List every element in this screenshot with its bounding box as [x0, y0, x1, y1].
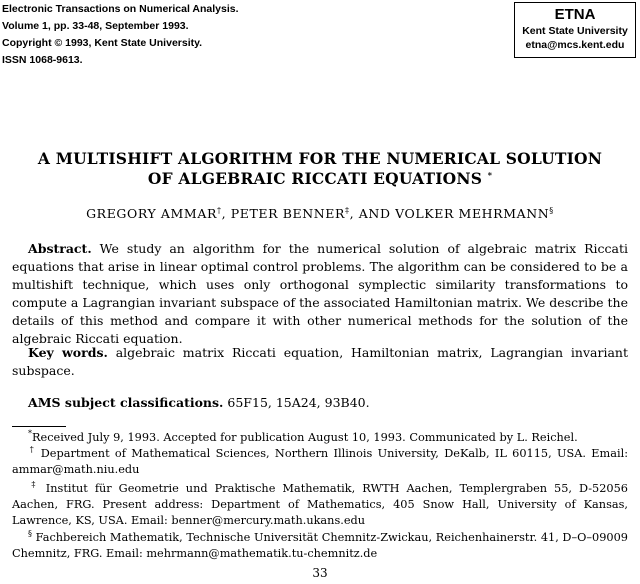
journal-email: etna@mcs.kent.edu	[525, 39, 625, 51]
abstract-heading: Abstract.	[28, 241, 92, 256]
ams-heading: AMS subject classifications.	[28, 395, 224, 410]
footnote-mehrmann	[12, 530, 628, 562]
author-mehrmann-mark: §	[549, 205, 554, 215]
keywords-text: algebraic matrix Riccati equation, Hamiltonian matrix, Lagrangian invariant subspace.	[12, 345, 628, 378]
footnote-mehrmann-text: Fachbereich Mathematik, Technische Universität Chemnitz-Zwickau, Reichenhainerstr. 41, D–O–09009 Chemnitz, FRG. Email: mehrmann@mathematik.tu-chemnitz.de	[12, 531, 628, 560]
paper-title-text: OF ALGEBRAIC RICCATI EQUATIONS	[147, 169, 483, 188]
footnote-ammar	[12, 446, 628, 478]
title-footnote-mark: *	[487, 169, 493, 180]
abstract	[12, 240, 628, 348]
footnote-ammar-text: Department of Mathematical Sciences, Northern Illinois University, DeKalb, IL 60115, USA. Email: ammar@math.niu.edu	[12, 447, 629, 476]
author-benner-mark: ‡	[345, 205, 350, 215]
journal-name: ETNA	[554, 6, 596, 23]
author-ammar: GREGORY AMMAR	[86, 206, 217, 221]
author-mehrmann: , AND VOLKER MEHRMANN	[349, 206, 550, 221]
author-ammar-mark: †	[216, 205, 222, 215]
keywords	[12, 344, 628, 380]
ams-text: 65F15, 15A24, 93B40.	[227, 395, 370, 410]
copyright-line: Copyright © 1993, Kent State University.	[2, 37, 203, 49]
footnote-received-text: Received July 9, 1993. Accepted for publication August 10, 1993. Communicated by L. Reichel.	[32, 431, 578, 444]
keywords-heading: Key words.	[28, 345, 108, 360]
footnote-benner-text: Institut für Geometrie und Praktische Mathematik, RWTH Aachen, Templergraben 55, D-52056 Aachen, FRG. Present address: Department of Mathematics, 405 Snow Hall, University of Kansas, Lawrence, KS, USA. Email: benner@mercury.math.ukans.edu	[12, 482, 628, 527]
footnote-benner-mark: ‡	[28, 480, 39, 490]
page-number: 33	[312, 566, 328, 580]
footnote-mehrmann-mark: §	[28, 529, 32, 539]
journal-citation-line: Electronic Transactions on Numerical Analysis.	[2, 3, 239, 15]
footnote-received	[12, 430, 628, 446]
footnote-ammar-mark: †	[28, 445, 36, 455]
footnote-benner	[12, 481, 628, 529]
issn-line: ISSN 1068-9613.	[2, 54, 83, 66]
author-benner: , PETER BENNER	[221, 206, 346, 221]
author-list	[0, 206, 640, 221]
footnote-received-mark: *	[28, 429, 32, 439]
paper-title-line-1: A MULTISHIFT ALGORITHM FOR THE NUMERICAL SOLUTION	[37, 149, 603, 168]
journal-institution: Kent State University	[522, 25, 628, 37]
abstract-text: We study an algorithm for the numerical solution of algebraic matrix Riccati equations that arise in linear optimal control problems. The algorithm can be considered to be a multishift technique, which uses only orthogonal symplectic similarity transformations to compute a Lagrangian invariant subspace of the associated Hamiltonian matrix. We describe the details of this method and compare it with other numerical methods for the solution of the algebraic Riccati equation.	[12, 241, 628, 346]
ams-classification	[12, 394, 628, 412]
journal-box	[514, 2, 636, 58]
footnote-rule	[12, 426, 66, 427]
volume-pages-line: Volume 1, pp. 33-48, September 1993.	[2, 20, 189, 32]
paper-title-line-2	[0, 169, 640, 188]
